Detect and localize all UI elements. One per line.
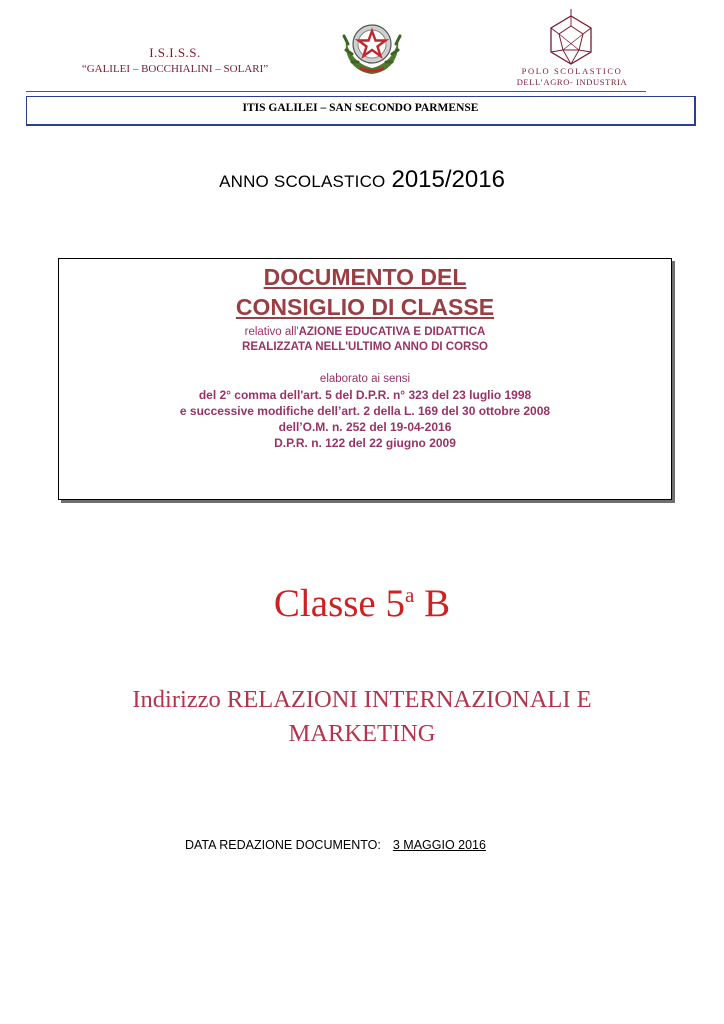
elaborated-label: elaborato ai sensi (319, 373, 411, 385)
date-label: DATA REDAZIONE DOCUMENTO: (185, 838, 381, 852)
document-title-line2: CONSIGLIO DI CLASSE (235, 294, 495, 320)
document-date (185, 838, 488, 852)
class-prefix: Classe 5 (273, 582, 405, 625)
document-header (0, 0, 724, 100)
relative-line1 (59, 325, 671, 340)
relative-prefix: relativo all' (244, 326, 299, 338)
class-title (0, 581, 724, 626)
school-name-line2: “GALILEI – BOCCHIALINI – SOLARI” (81, 63, 269, 75)
polyhedron-logo-icon (546, 8, 596, 68)
indirizzo: Indirizzo RELAZIONI INTERNAZIONALI E MARKETING (132, 686, 592, 747)
institute-banner (26, 96, 696, 126)
italian-republic-emblem-icon (340, 14, 404, 78)
school-year-value: 2015/2016 (391, 166, 505, 193)
document-title-box (58, 258, 672, 500)
school-name (60, 44, 290, 78)
school-year (0, 166, 724, 194)
legal-reference: D.P.R. n. 122 del 22 giugno 2009 (274, 436, 456, 450)
legal-reference: dell’O.M. n. 252 del 19-04-2016 (278, 420, 452, 434)
relative-bold: AZIONE EDUCATIVA E DIDATTICA (298, 326, 486, 338)
document-title-line1: DOCUMENTO DEL (263, 264, 467, 290)
polo-scolastico (498, 66, 646, 88)
legal-reference: del 2° comma dell'art. 5 del D.P.R. n° 323 del 23 luglio 1998 (198, 388, 532, 402)
class-superscript: a (404, 583, 415, 607)
date-value: 3 MAGGIO 2016 (392, 838, 486, 852)
polo-line1: POLO SCOLASTICO (521, 66, 623, 76)
school-name-line1: I.S.I.S.S. (149, 45, 201, 60)
institute-name: ITIS GALILEI – SAN SECONDO PARMENSE (242, 102, 479, 114)
legal-reference: e successive modifiche dell’art. 2 della L. 169 del 30 ottobre 2008 (179, 404, 551, 418)
class-section: B (414, 582, 451, 625)
relative-line2: REALIZZATA NELL'ULTIMO ANNO DI CORSO (242, 341, 488, 353)
legal-references (59, 387, 671, 451)
polo-line2: DELL’AGRO- INDUSTRIA (516, 77, 628, 87)
school-year-label: ANNO SCOLASTICO (219, 172, 386, 191)
header-divider (26, 91, 646, 92)
